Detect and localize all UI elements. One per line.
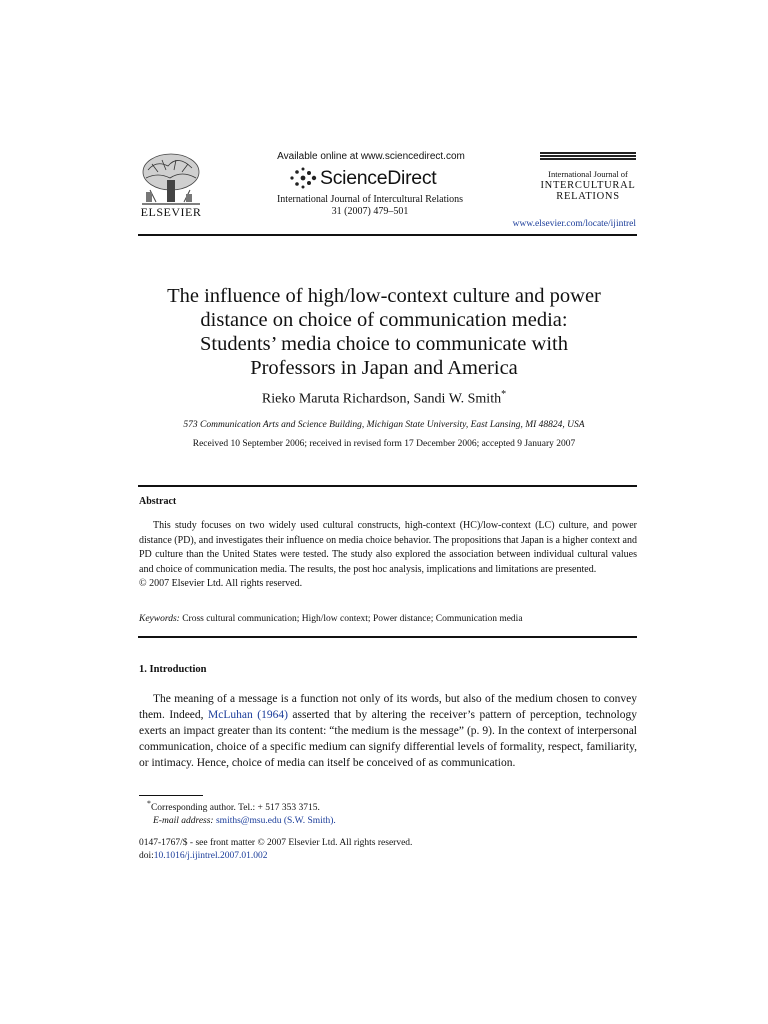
volume-pages: 31 (2007) 479–501	[331, 206, 409, 217]
header-divider	[138, 234, 637, 236]
affiliation: 573 Communication Arts and Science Building, Michigan State University, East Lansing, MI 48824, USA	[183, 420, 585, 430]
footnote-mark: *	[147, 799, 151, 808]
email-owner: (S.W. Smith).	[283, 815, 336, 826]
keywords	[139, 614, 637, 624]
doi-label: doi:	[139, 850, 154, 861]
intro-text-after: asserted that by altering the receiver’s pattern of perception, technology exerts an impact greater than its content: “the medium is the message” (p. 9). In the context of interpersonal communication, choice of a specific medium can signify differential levels of formality, respect, familiarity, or intimacy. Hence, choice of media can itself be conceived of as communication.	[139, 709, 637, 769]
corresponding-author-note: Corresponding author. Tel.: + 517 353 3715.	[150, 803, 320, 814]
journal-citation	[240, 194, 500, 218]
author-list	[140, 389, 628, 408]
journal-url-link[interactable]: www.elsevier.com/locate/ijintrel	[512, 219, 636, 229]
journal-masthead	[536, 169, 640, 202]
abstract-bottom-rule	[138, 636, 637, 638]
email-label: E-mail address:	[153, 815, 214, 826]
available-online-text: Available online at www.sciencedirect.com	[277, 151, 465, 162]
title-line: Students’ media choice to communicate with	[200, 333, 568, 355]
title-line: distance on choice of communication media:	[200, 309, 568, 331]
received-dates: Received 10 September 2006; received in revised form 17 December 2006; accepted 9 January 2007	[192, 439, 576, 449]
introduction-paragraph	[139, 691, 637, 771]
journal-masthead-rules	[540, 152, 636, 161]
intro-text-before: The meaning of a message is a function not only of its words, but also of the medium chosen to convey them. Indeed,	[139, 693, 637, 721]
sciencedirect-dots-icon	[288, 166, 318, 190]
masthead-line-3: RELATIONS	[556, 191, 620, 202]
section-heading-introduction: 1. Introduction	[139, 664, 207, 675]
title-line: The influence of high/low-context culture and power	[167, 285, 601, 307]
corresponding-author-mark[interactable]: *	[501, 389, 507, 400]
abstract-text: This study focuses on two widely used cultural constructs, high-context (HC)/low-context (LC) culture, and power distance (PD), and investigates their influence on media choice behavior. The propositions that Japan is a higher context and PD culture than the United States were tested. The study also explored the association between individual cultural values and choice of communication media. The results, the post hoc analysis, implications and limitations are presented.	[139, 520, 637, 575]
journal-name: International Journal of Intercultural Relations	[276, 194, 464, 205]
publisher-name: ELSEVIER	[140, 205, 202, 219]
sciencedirect-logo	[288, 165, 436, 191]
keywords-label: Keywords:	[139, 614, 180, 624]
email-link[interactable]: smiths@msu.edu	[215, 815, 282, 826]
masthead-line-1: International Journal of	[548, 169, 628, 179]
front-matter	[139, 837, 412, 862]
author-names: Rieko Maruta Richardson, Sandi W. Smith	[261, 391, 502, 407]
citation-link-mcluhan[interactable]: McLuhan (1964)	[208, 709, 288, 721]
masthead-line-2: INTERCULTURAL	[540, 180, 636, 191]
keywords-list: Cross cultural communication; High/low context; Power distance; Communication media	[182, 614, 523, 624]
abstract-heading: Abstract	[139, 496, 177, 507]
footnote	[147, 798, 336, 827]
doi-link[interactable]: 10.1016/j.ijintrel.2007.01.002	[153, 850, 268, 861]
sciencedirect-wordmark: ScienceDirect	[320, 166, 437, 189]
issn-line: 0147-1767/$ - see front matter © 2007 Elsevier Ltd. All rights reserved.	[139, 838, 413, 848]
abstract-body	[139, 519, 637, 592]
abstract-top-rule	[138, 485, 637, 487]
footnote-rule	[139, 795, 203, 796]
title-line: Professors in Japan and America	[250, 357, 518, 379]
abstract-copyright: © 2007 Elsevier Ltd. All rights reserved.	[139, 578, 303, 589]
article-title	[110, 284, 658, 380]
